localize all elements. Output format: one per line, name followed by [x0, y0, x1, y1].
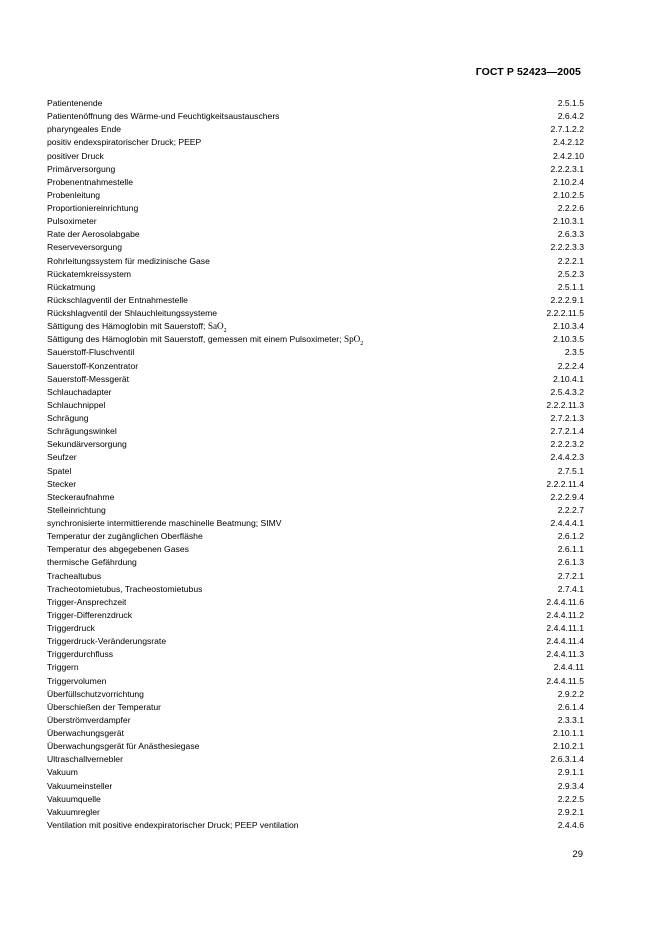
index-section-ref: 2.10.2.5 [552, 189, 584, 200]
index-section-ref: 2.9.3.4 [557, 780, 584, 791]
index-section-ref: 2.6.1.2 [557, 531, 584, 542]
index-term-text: Temperatur der zugänglichen Oberfläshe [47, 531, 203, 542]
index-term [47, 622, 95, 635]
index-term [47, 806, 100, 819]
index-section-ref: 2.2.2.5 [557, 793, 584, 804]
index-entry [47, 360, 584, 373]
index-term [47, 202, 138, 215]
index-entry [47, 386, 584, 399]
index-entry [47, 727, 584, 740]
index-section-ref: 2.9.2.1 [557, 806, 584, 817]
index-term-text: Ventilation mit positive endexpiratorischer Druck; PEEP ventilation [47, 819, 299, 830]
chemical-symbol-main: SpO [343, 334, 361, 345]
index-section-ref: 2.4.4.11 [553, 662, 584, 673]
index-term [47, 753, 123, 766]
index-term [47, 675, 106, 688]
index-entry [47, 766, 584, 779]
index-term-text: Patientenende [47, 98, 103, 108]
index-entry [47, 596, 584, 609]
index-section-ref: 2.6.3.3 [557, 229, 584, 240]
index-term [47, 766, 78, 779]
index-section-ref: 2.6.4.2 [557, 111, 584, 122]
index-entry [47, 333, 584, 346]
index-term-text: Vakuumquelle [47, 793, 101, 804]
index-section-ref: 2.6.1.1 [557, 544, 584, 555]
index-entry [47, 346, 584, 359]
index-term-text: Rate der Aerosolabgabe [47, 229, 140, 240]
index-section-ref: 2.10.3.5 [552, 334, 584, 345]
index-section-ref: 2.10.2.1 [552, 741, 584, 752]
index-entry [47, 399, 584, 412]
index-term [47, 241, 122, 254]
index-entry [47, 189, 584, 202]
index-term-text: Vakuum [47, 767, 78, 778]
index-section-ref: 2.4.4.11.5 [546, 675, 584, 686]
index-section-ref: 2.7.2.1 [557, 570, 584, 581]
index-term [47, 543, 189, 556]
index-term [47, 661, 79, 674]
index-term [47, 123, 121, 136]
index-section-ref: 2.7.2.1.4 [550, 426, 584, 437]
index-term [47, 793, 101, 806]
index-term-text: positiv endexspiratorischer Druck; PEEP [47, 137, 202, 148]
index-section-ref: 2.2.2.6 [557, 203, 584, 213]
index-term-text: Überschießen der Temperatur [47, 701, 162, 712]
index-entry [47, 622, 584, 635]
index-term [47, 97, 102, 110]
index-section-ref: 2.2.2.9.4 [550, 491, 584, 502]
index-term-text: Sauerstoff-Konzentrator [47, 360, 139, 371]
index-entry [47, 150, 584, 163]
index-section-ref: 2.4.4.11.3 [546, 649, 584, 660]
index-entry [47, 425, 584, 438]
index-term [47, 163, 115, 176]
index-term-text: Spatel [47, 465, 72, 476]
index-term-text: Überwachungsgerät für Anästhesiegase [47, 741, 200, 752]
index-term [47, 570, 101, 583]
index-entry [47, 819, 584, 832]
index-term-text: Sekundärversorgung [47, 439, 127, 450]
index-entry [47, 570, 584, 583]
index-term-text: Rückatemkreissystem [47, 268, 132, 279]
chemical-symbol [343, 334, 364, 347]
index-term-text: Probenentnahmestelle [47, 176, 133, 187]
index-term-text: Sauerstoff-Messgerät [47, 373, 129, 384]
index-section-ref: 2.4.4.11.2 [546, 609, 584, 620]
index-entry [47, 268, 584, 281]
index-section-ref: 2.7.4.1 [557, 583, 584, 594]
index-term [47, 320, 227, 333]
index-term-text: pharyngeales Ende [47, 124, 122, 135]
index-term [47, 517, 282, 530]
index-entry [47, 438, 584, 451]
chemical-symbol [207, 321, 227, 334]
index-section-ref: 2.4.4.11.6 [546, 596, 584, 607]
index-term-text: Patientenöffnung des Wärme-und Feuchtigkeitsaustauschers [47, 111, 280, 122]
index-term-text: Pulsoximeter [47, 216, 97, 227]
index-term-text: Sauerstoff-Fluschventil [47, 347, 135, 358]
index-term [47, 360, 138, 373]
index-section-ref: 2.3.5 [564, 347, 584, 358]
index-term-text: Sättigung des Hämoglobin mit Sauerstoff, gemessen mit einem Pulsoximeter; [47, 334, 342, 345]
index-entry [47, 806, 584, 819]
index-term [47, 281, 95, 294]
index-term [47, 635, 166, 648]
index-term [47, 451, 77, 464]
index-term-text: Trigger-Ansprechzeit [47, 596, 127, 607]
index-entry [47, 241, 584, 254]
index-term [47, 136, 201, 149]
index-term-text: thermische Gefährdung [47, 557, 137, 568]
index-entry [47, 202, 584, 215]
index-entry [47, 583, 584, 596]
index-entry [47, 176, 584, 189]
index-term [47, 478, 76, 491]
index-term [47, 386, 112, 399]
index-section-ref: 2.5.1.1 [557, 281, 584, 292]
index-term-text: Rückatmung [47, 281, 96, 292]
index-term [47, 268, 131, 281]
index-section-ref: 2.6.3.1.4 [550, 754, 584, 765]
index-term [47, 701, 161, 714]
page-number: 29 [572, 849, 583, 860]
chemical-symbol-main: SaO [207, 321, 224, 332]
index-section-ref: 2.4.2.12 [552, 137, 584, 148]
index-term-text: Stelleinrichtung [47, 504, 106, 515]
index-entry [47, 793, 584, 806]
index-term-text: Schlauchnippel [47, 399, 106, 410]
index-section-ref: 2.4.4.4.1 [550, 518, 584, 528]
index-entry [47, 609, 584, 622]
index-entry [47, 110, 584, 123]
index-term-text: Probenleitung [47, 189, 101, 200]
index-entry [47, 688, 584, 701]
index-section-ref: 2.3.3.1 [557, 714, 584, 725]
index-section-ref: 2.10.3.1 [552, 216, 584, 227]
index-term [47, 438, 127, 451]
index-term-text: Rohrleitungssystem für medizinische Gase [47, 255, 210, 266]
index-term [47, 780, 112, 793]
index-entry [47, 123, 584, 136]
index-term-text: Proportioniereinrichtung [47, 203, 139, 213]
document-header-title: ГОСТ Р 52423—2005 [475, 66, 581, 78]
index-entry [47, 281, 584, 294]
index-term-text: Reserveversorgung [47, 242, 122, 253]
index-term [47, 819, 299, 832]
index-term [47, 294, 188, 307]
index-term-text: Primärversorgung [47, 163, 116, 174]
index-entry [47, 543, 584, 556]
index-term-text: Überströmverdampfer [47, 714, 131, 725]
index-term-text: Schlauchadapter [47, 386, 112, 397]
index-term-text: synchronisierte intermittierende maschinelle Beatmung; SIMV [47, 518, 282, 528]
index-term [47, 412, 89, 425]
index-section-ref: 2.4.2.10 [552, 150, 584, 161]
index-term [47, 425, 117, 438]
index-term [47, 189, 100, 202]
index-section-ref: 2.5.1.5 [557, 98, 584, 108]
index-term [47, 215, 97, 228]
index-section-ref: 2.5.4.3.2 [550, 386, 584, 397]
index-entry [47, 412, 584, 425]
index-term-text: Stecker [47, 478, 77, 489]
index-section-ref: 2.2.2.3.3 [550, 242, 584, 253]
index-section-ref: 2.4.4.2.3 [550, 452, 584, 463]
index-section-ref: 2.2.2.1 [557, 255, 584, 266]
index-section-ref: 2.7.2.1.3 [550, 413, 584, 423]
index-term [47, 727, 124, 740]
index-term-text: Triggerdruck [47, 623, 95, 633]
index-entry [47, 373, 584, 386]
index-term [47, 307, 217, 320]
index-term-text: Tracheotomietubus, Tracheostomietubus [47, 583, 203, 594]
index-section-ref: 2.4.4.11.1 [546, 623, 584, 633]
index-term [47, 110, 279, 123]
index-section-ref: 2.5.2.3 [557, 268, 584, 279]
index-section-ref: 2.10.4.1 [552, 373, 584, 384]
index-section-ref: 2.6.1.3 [557, 557, 584, 568]
index-term-text: positiver Druck [47, 150, 104, 161]
index-term-text: Ultraschallvernebler [47, 754, 123, 765]
index-term-text: Triggerdurchfluss [47, 649, 114, 660]
index-term [47, 491, 114, 504]
index-term-text: Schrägung [47, 413, 89, 423]
index-section-ref: 2.2.2.4 [557, 360, 584, 371]
index-entry [47, 701, 584, 714]
index-section-ref: 2.6.1.4 [557, 701, 584, 712]
index-entry [47, 255, 584, 268]
index-section-ref: 2.7.5.1 [557, 465, 584, 476]
index-section-ref: 2.2.2.7 [557, 504, 584, 515]
index-entry [47, 675, 584, 688]
index-section-ref: 2.2.2.3.1 [550, 163, 584, 174]
index-entry [47, 163, 584, 176]
index-entry [47, 215, 584, 228]
index-term [47, 714, 131, 727]
index-term [47, 648, 113, 661]
index-section-ref: 2.4.4.6 [557, 819, 584, 830]
index-entry [47, 661, 584, 674]
index-term [47, 465, 71, 478]
chemical-symbol-subscript: 2 [223, 327, 227, 334]
index-entry [47, 307, 584, 320]
index-section-ref: 2.10.2.4 [552, 176, 584, 187]
index-term [47, 346, 134, 359]
index-term-text: Trachealtubus [47, 570, 102, 581]
index-entry [47, 136, 584, 149]
index-term-text: Triggern [47, 662, 79, 673]
index-entry [47, 753, 584, 766]
index-term [47, 373, 129, 386]
index-entry [47, 504, 584, 517]
index-term-text: Schrägungswinkel [47, 426, 117, 437]
index-term-text: Überfüllschutzvorrichtung [47, 688, 144, 699]
index-term-text: Vakuumregler [47, 806, 100, 817]
index-section-ref: 2.2.2.3.2 [550, 439, 584, 450]
index-section-ref: 2.9.2.2 [557, 688, 584, 699]
index-term [47, 255, 210, 268]
index-term-text: Steckeraufnahme [47, 491, 115, 502]
index-term-text: Temperatur des abgegebenen Gases [47, 544, 189, 555]
index-term-text: Rückshlagventil der Shlauchleitungssysteme [47, 308, 218, 318]
index-term-text: Triggervolumen [47, 675, 107, 686]
index-section-ref: 2.7.1.2.2 [550, 124, 584, 135]
index-term-text: Trigger-Differenzdruck [47, 609, 133, 620]
index-entry [47, 465, 584, 478]
index-term-text: Triggerdruck-Veränderungsrate [47, 636, 167, 647]
index-entry [47, 635, 584, 648]
index-entry [47, 517, 584, 530]
index-entry [47, 491, 584, 504]
index-entry [47, 478, 584, 491]
index-entry [47, 740, 584, 753]
index-term-text: Rückschlagventil der Entnahmestelle [47, 294, 188, 305]
index-entry [47, 780, 584, 793]
index-term [47, 609, 132, 622]
index-term [47, 740, 199, 753]
index-entry [47, 451, 584, 464]
index-term [47, 333, 363, 346]
index-term [47, 530, 203, 543]
index-entry [47, 530, 584, 543]
index-entry [47, 556, 584, 569]
index-term [47, 556, 137, 569]
index-section-ref: 2.2.2.11.5 [546, 308, 584, 318]
index-term [47, 176, 133, 189]
index-term-text: Seufzer [47, 452, 77, 463]
index-section-ref: 2.10.1.1 [552, 728, 584, 738]
index-section-ref: 2.2.2.9.1 [550, 294, 584, 305]
index-entry [47, 320, 584, 333]
index-entry [47, 294, 584, 307]
index-section-ref: 2.2.2.11.3 [546, 399, 584, 410]
index-entry [47, 97, 584, 110]
index-section-ref: 2.4.4.11.4 [546, 636, 584, 647]
index-term-text: Sättigung des Hämoglobin mit Sauerstoff; [47, 321, 206, 332]
index-entry [47, 714, 584, 727]
index-section-ref: 2.2.2.11.4 [546, 478, 584, 489]
index-term [47, 596, 126, 609]
index-list [47, 97, 584, 832]
index-term-text: Überwachungsgerät [47, 728, 124, 738]
index-term [47, 583, 202, 596]
index-section-ref: 2.10.3.4 [552, 321, 584, 332]
index-term-text: Vakuumeinsteller [47, 780, 113, 791]
index-term [47, 688, 144, 701]
index-entry [47, 648, 584, 661]
index-term [47, 399, 105, 412]
index-section-ref: 2.9.1.1 [557, 767, 584, 778]
chemical-symbol-subscript: 2 [360, 341, 364, 347]
index-term [47, 504, 106, 517]
index-entry [47, 228, 584, 241]
index-term [47, 150, 104, 163]
index-term [47, 228, 140, 241]
